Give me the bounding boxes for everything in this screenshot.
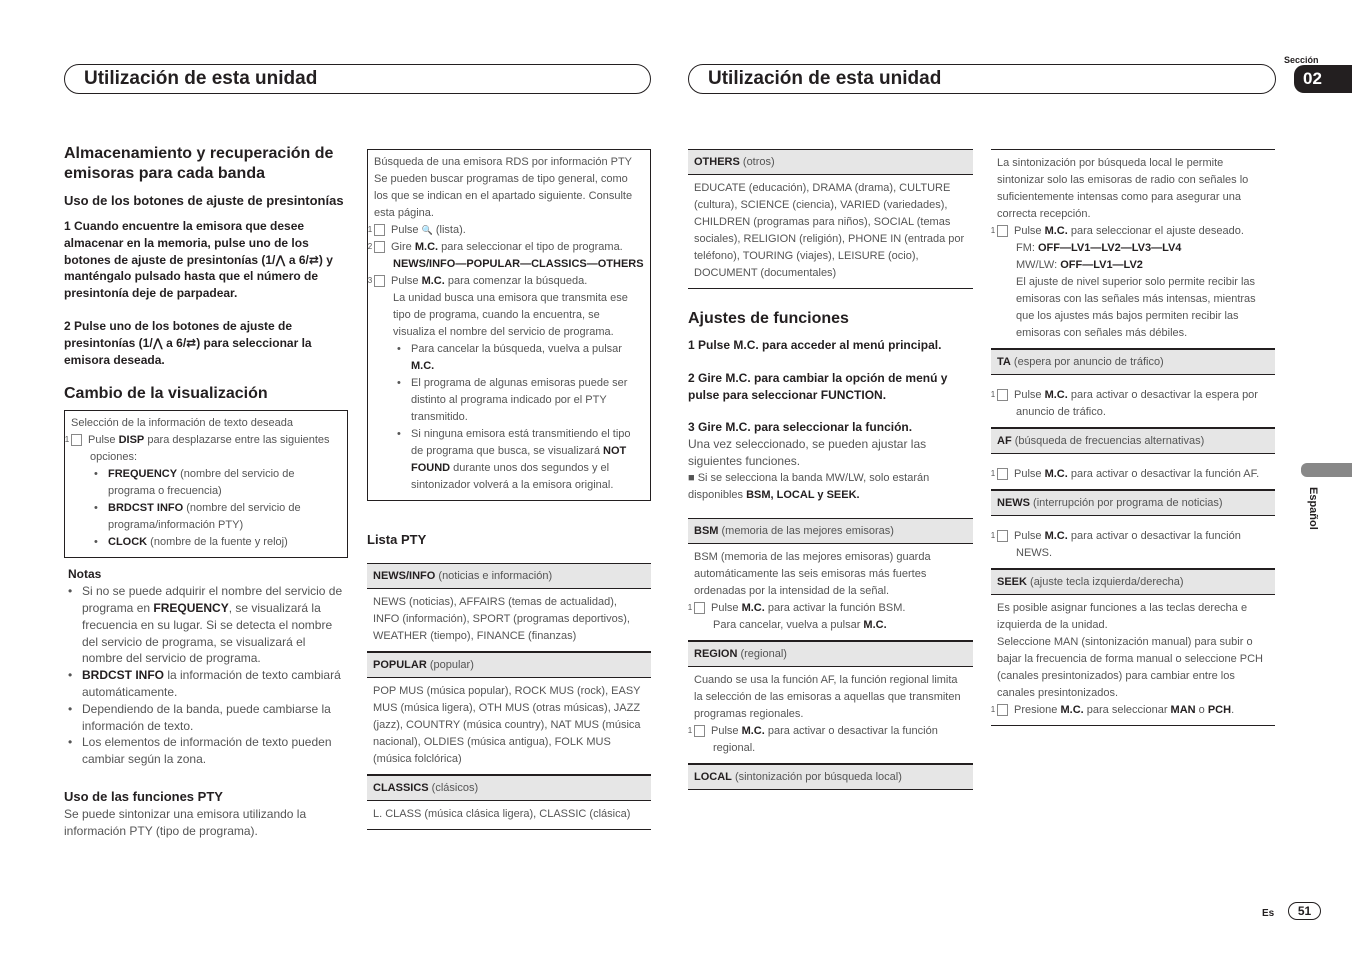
heading-pty-list: Lista PTY <box>367 532 427 547</box>
pty-box-intro: Se pueden buscar programas de tipo general, como los que se indican en el apartado siguiente. Consulte esta página. <box>374 173 633 219</box>
column-4 <box>991 149 1275 726</box>
pty-row-news-body: NEWS (noticias), AFFAIRS (temas de actualidad), INFO (información), SPORT (programas deportivos), WEATHER (tiempo), FINANCE (finanzas) <box>367 589 651 652</box>
pty-text: Se puede sintonizar una emisora utilizando la información PTY (tipo de programa). <box>64 806 307 838</box>
bsm-head: BSM (memoria de las mejores emisoras) <box>688 518 973 544</box>
pty-bullet-2: • El programa de algunas emisoras puede ser distinto al programa indicado por el PTY transmitido. <box>393 375 644 426</box>
search-icon: 🔍 <box>421 225 433 235</box>
func-table <box>688 518 973 790</box>
pty-row-news-head: NEWS/INFO (noticias e información) <box>367 563 651 589</box>
pty-search-box <box>367 149 651 501</box>
heading-functions: Ajustes de funciones <box>688 310 849 327</box>
af-head: AF (búsqueda de frecuencias alternativas) <box>991 428 1275 454</box>
column-2 <box>367 149 651 830</box>
footer-lang: Es <box>1262 908 1275 919</box>
seek-head: SEEK (ajuste tecla izquierda/derecha) <box>991 569 1275 595</box>
news-body: 1 Pulse M.C. para activar o desactivar la función NEWS. <box>991 516 1275 569</box>
bsm-body: BSM (memoria de las mejores emisoras) guarda automáticamente las seis emisoras más fuertes ordenadas por la intensidad de la señal. 1 Pulse M.C. para activar la función BSM. Para cancelar, vuelva a pulsar M.C. <box>688 544 973 641</box>
func-step-1: 1 Pulse M.C. para acceder al menú principal. <box>688 338 942 352</box>
heading-pty: Uso de las funciones PTY <box>64 788 223 804</box>
region-head: REGION (regional) <box>688 641 973 667</box>
pty-step-1: 1 Pulse 🔍 (lista). <box>367 224 466 236</box>
display-step: 1 Pulse DISP para desplazarse entre las siguientes opciones: <box>64 434 330 464</box>
language-label: Español <box>1306 487 1319 530</box>
pty-table <box>367 563 651 830</box>
pty-step-2: 2 Gire M.C. para seleccionar el tipo de programa. <box>367 241 623 253</box>
ta-head: TA (espera por anuncio de tráfico) <box>991 349 1275 375</box>
display-option-2: • BRDCST INFO (nombre del servicio de programa/información PTY) <box>90 500 341 534</box>
local-body: La sintonización por búsqueda local le permite sintonizar solo las emisoras de radio con señales lo suficientemente intensas como para asegurar una correcta recepción. 1 Pulse M.C. para seleccionar el ajuste deseado. FM: OFF—LV1—LV2—LV3—LV4 MW/LW: OFF—LV1—LV2 El ajuste de nivel superior solo permite recibir las emisoras con las señales más intensas, mientras que los ajustes más bajos permiten recibir las emisoras con señales más débiles. <box>991 149 1275 349</box>
section-label: Sección <box>1284 55 1319 65</box>
step-2: 2 Pulse uno de los botones de ajuste de presintonías (1/⋀ a 6/⇄) para seleccionar la emisora deseada. <box>64 318 312 367</box>
func-note: ■ Si se selecciona la banda MW/LW, solo estarán disponibles BSM, LOCAL y SEEK. <box>688 471 930 501</box>
column-1 <box>64 144 348 840</box>
pty-row-popular-head: POPULAR (popular) <box>367 652 651 678</box>
func-step-3: 3 Gire M.C. para seleccionar la función. <box>688 420 913 435</box>
section-number: 02 <box>1294 65 1352 93</box>
display-box <box>64 410 348 558</box>
display-option-1: • FREQUENCY (nombre del servicio de programa o frecuencia) <box>90 466 341 500</box>
region-body: Cuando se usa la función AF, la función regional limita la selección de las emisoras a aquellas que transmiten programas regionales. 1 Pulse M.C. para activar o desactivar la función regional. <box>688 667 973 764</box>
display-option-3: • CLOCK (nombre de la fuente y reloj) <box>90 534 341 551</box>
right-header <box>688 64 1276 94</box>
note-1: • Si no se puede adquirir el nombre del servicio de programa en FREQUENCY, se visualizará la frecuencia en su lugar. Si se detecta el nombre del servicio de programa, se visualizará el nombre del servicio de programa. <box>64 583 348 667</box>
pty-row-classics-head: CLASSICS (clásicos) <box>367 775 651 801</box>
step-1: 1 Cuando encuentre la emisora que desee almacenar en la memoria, pulse uno de los botones de ajuste de presintonías (1/⋀ a 6/⇄) y manténgalo pulsado hasta que el número de presintonía deje de parpadear. <box>64 219 333 301</box>
pty-step-3-desc: La unidad busca una emisora que transmita ese tipo de programa, cuando la encuentra, se visualiza el nombre del servicio de programa. <box>393 292 628 338</box>
pty-row-popular-body: POP MUS (música popular), ROCK MUS (rock), EASY MUS (música ligera), OTH MUS (otras músicas), JAZZ (jazz), COUNTRY (música country), NAT MUS (música nacional), OLDIES (música antigua), FOLK MUS (música folclórica) <box>367 678 651 775</box>
heading-display: Cambio de la visualización <box>64 385 268 403</box>
seek-body: Es posible asignar funciones a las teclas derecha e izquierda de la unidad. Seleccione MAN (sintonización manual) para subir o bajar la frecuencia de forma manual o seleccione PCH (canales presintonizados) para cambiar entre los canales presintonizados. 1 Presione M.C. para seleccionar MAN o PCH. <box>991 595 1275 726</box>
ta-body: 1 Pulse M.C. para activar o desactivar la espera por anuncio de tráfico. <box>991 375 1275 428</box>
display-box-title: Selección de la información de texto deseada <box>71 417 293 430</box>
pty-bullet-3: • Si ninguna emisora está transmitiendo el tipo de programa que busca, se visualizará NOT FOUND durante unos dos segundos y el sintonizador volverá a la emisora original. <box>393 426 644 494</box>
pty-step-3: 3 Pulse M.C. para comenzar la búsqueda. <box>367 275 588 287</box>
heading-preset-buttons: Uso de los botones de ajuste de presintonías <box>64 193 344 208</box>
local-head: LOCAL (sintonización por búsqueda local) <box>688 764 973 790</box>
notes-title: Notas <box>68 567 102 582</box>
func-step-3-desc: Una vez seleccionado, se pueden ajustar las siguientes funciones. <box>688 437 927 468</box>
pty-options: NEWS/INFO—POPULAR—CLASSICS—OTHERS <box>393 258 644 270</box>
news-head: NEWS (interrupción por programa de noticias) <box>991 490 1275 516</box>
note-2: • BRDCST INFO la información de texto cambiará automáticamente. <box>64 667 348 701</box>
func-step-2: 2 Gire M.C. para cambiar la opción de menú y pulse para seleccionar FUNCTION. <box>688 370 948 402</box>
pty-row-others-body: EDUCATE (educación), DRAMA (drama), CULTURE (cultura), SCIENCE (ciencia), VARIED (variedades), CHILDREN (programas para niños), SOCIAL (temas sociales), RELIGION (religión), PHONE IN (entrada por teléfono), TOURING (viajes), LEISURE (ocio), DOCUMENT (documentales) <box>688 175 973 289</box>
pty-row-classics-body: L. CLASS (música clásica ligera), CLASSIC (clásica) <box>367 801 651 830</box>
pty-bullet-1: • Para cancelar la búsqueda, vuelva a pulsar M.C. <box>393 341 644 375</box>
note-3: • Dependiendo de la banda, puede cambiarse la información de texto. <box>64 701 348 735</box>
note-4: • Los elementos de información de texto pueden cambiar según la zona. <box>64 734 348 768</box>
left-header <box>64 64 651 94</box>
column-3 <box>688 149 973 790</box>
pty-row-others-head: OTHERS (otros) <box>688 149 973 175</box>
pty-box-title: Búsqueda de una emisora RDS por información PTY <box>374 156 633 168</box>
af-body: 1 Pulse M.C. para activar o desactivar la función AF. <box>991 454 1275 490</box>
right-header-title: Utilización de esta unidad <box>708 68 942 89</box>
left-header-title: Utilización de esta unidad <box>84 68 318 89</box>
heading-store: Almacenamiento y recuperación de emisoras para cada banda <box>64 145 334 182</box>
page-number: 51 <box>1288 902 1321 920</box>
